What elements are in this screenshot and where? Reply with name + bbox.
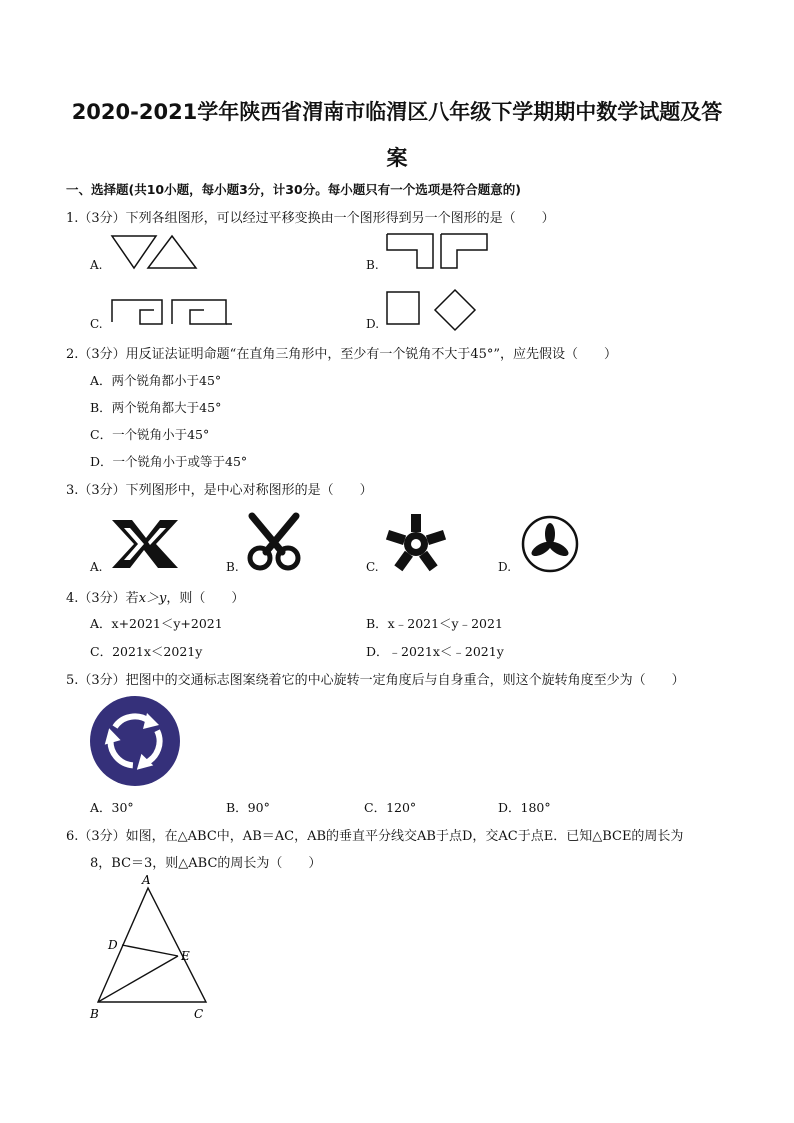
q1-option-b-figure [385, 232, 491, 272]
q3-option-d-figure [520, 514, 580, 574]
q2-option-b: B．两个锐角都大于45° [90, 400, 222, 415]
q3-option-b-figure [244, 512, 304, 572]
q4-option-b: B．x﹣2021＜y﹣2021 [366, 616, 503, 631]
question-1-stem: 1.（3分）下列各组图形，可以经过平移变换由一个图形得到另一个图形的是（ ） [66, 211, 555, 226]
vertex-a-label: A [142, 873, 151, 887]
q4-option-d: D．﹣2021x＜﹣2021y [366, 644, 504, 659]
q5-option-c: C．120° [364, 800, 417, 815]
q5-option-d: D．180° [498, 800, 551, 815]
q3-option-c-figure [384, 512, 448, 576]
point-e-label: E [181, 949, 190, 963]
q1-option-c-label: C. [90, 317, 103, 331]
point-d-label: D [108, 938, 118, 952]
vertex-b-label: B [90, 1007, 99, 1021]
q2-option-d: D．一个锐角小于或等于45° [90, 454, 248, 469]
section-header: 一、选择题(共10小题，每小题3分，计30分。每小题只有一个选项是符合题意的) [66, 182, 521, 197]
q4-stem-pre: 4.（3分）若 [66, 591, 139, 606]
q1-option-c-figure [110, 296, 234, 330]
vertex-c-label: C [194, 1007, 204, 1021]
q5-option-b: B．90° [226, 800, 270, 815]
question-2-stem: 2.（3分）用反证法证明命题“在直角三角形中，至少有一个锐角不大于45°”，应先假设（ ） [66, 347, 618, 362]
q1-option-a-figure [108, 234, 203, 272]
question-6-stem-line1: 6.（3分）如图，在△ABC中，AB＝AC，AB的垂直平分线交AB于点D，交AC于点E．已知△BCE的周长为 [66, 829, 684, 844]
question-6-stem-line2: 8，BC＝3，则△ABC的周长为（ ） [90, 856, 322, 871]
q3-option-b-label: B. [226, 560, 239, 574]
q4-option-c: C．2021x＜2021y [90, 644, 203, 659]
q1-option-d-figure [385, 288, 481, 332]
question-4-stem [66, 587, 244, 606]
q1-option-a-label: A. [90, 258, 103, 272]
page-title: 2020-2021学年陕西省渭南市临渭区八年级下学期期中数学试题及答 [71, 100, 723, 124]
q1-option-d-label: D. [366, 317, 380, 331]
q4-option-a: A．x+2021＜y+2021 [90, 616, 223, 631]
q1-option-b-label: B. [366, 258, 379, 272]
q3-option-d-label: D. [498, 560, 512, 574]
q3-option-a-figure [110, 518, 180, 570]
question-5-stem: 5.（3分）把图中的交通标志图案绕着它的中心旋转一定角度后与自身重合，则这个旋转角度至少为（ ） [66, 673, 685, 688]
q5-option-a: A．30° [90, 800, 134, 815]
q3-option-c-label: C. [366, 560, 379, 574]
q4-stem-post: ，则（ ） [166, 591, 245, 606]
roundabout-sign-figure [88, 694, 182, 788]
q3-option-a-label: A. [90, 560, 103, 574]
page-title-continued: 案 [386, 146, 408, 170]
q2-option-c: C．一个锐角小于45° [90, 427, 210, 442]
triangle-figure [84, 872, 218, 1022]
q2-option-a: A．两个锐角都小于45° [90, 373, 222, 388]
question-3-stem: 3.（3分）下列图形中，是中心对称图形的是（ ） [66, 483, 373, 498]
q4-stem-math: x＞y [138, 591, 167, 606]
